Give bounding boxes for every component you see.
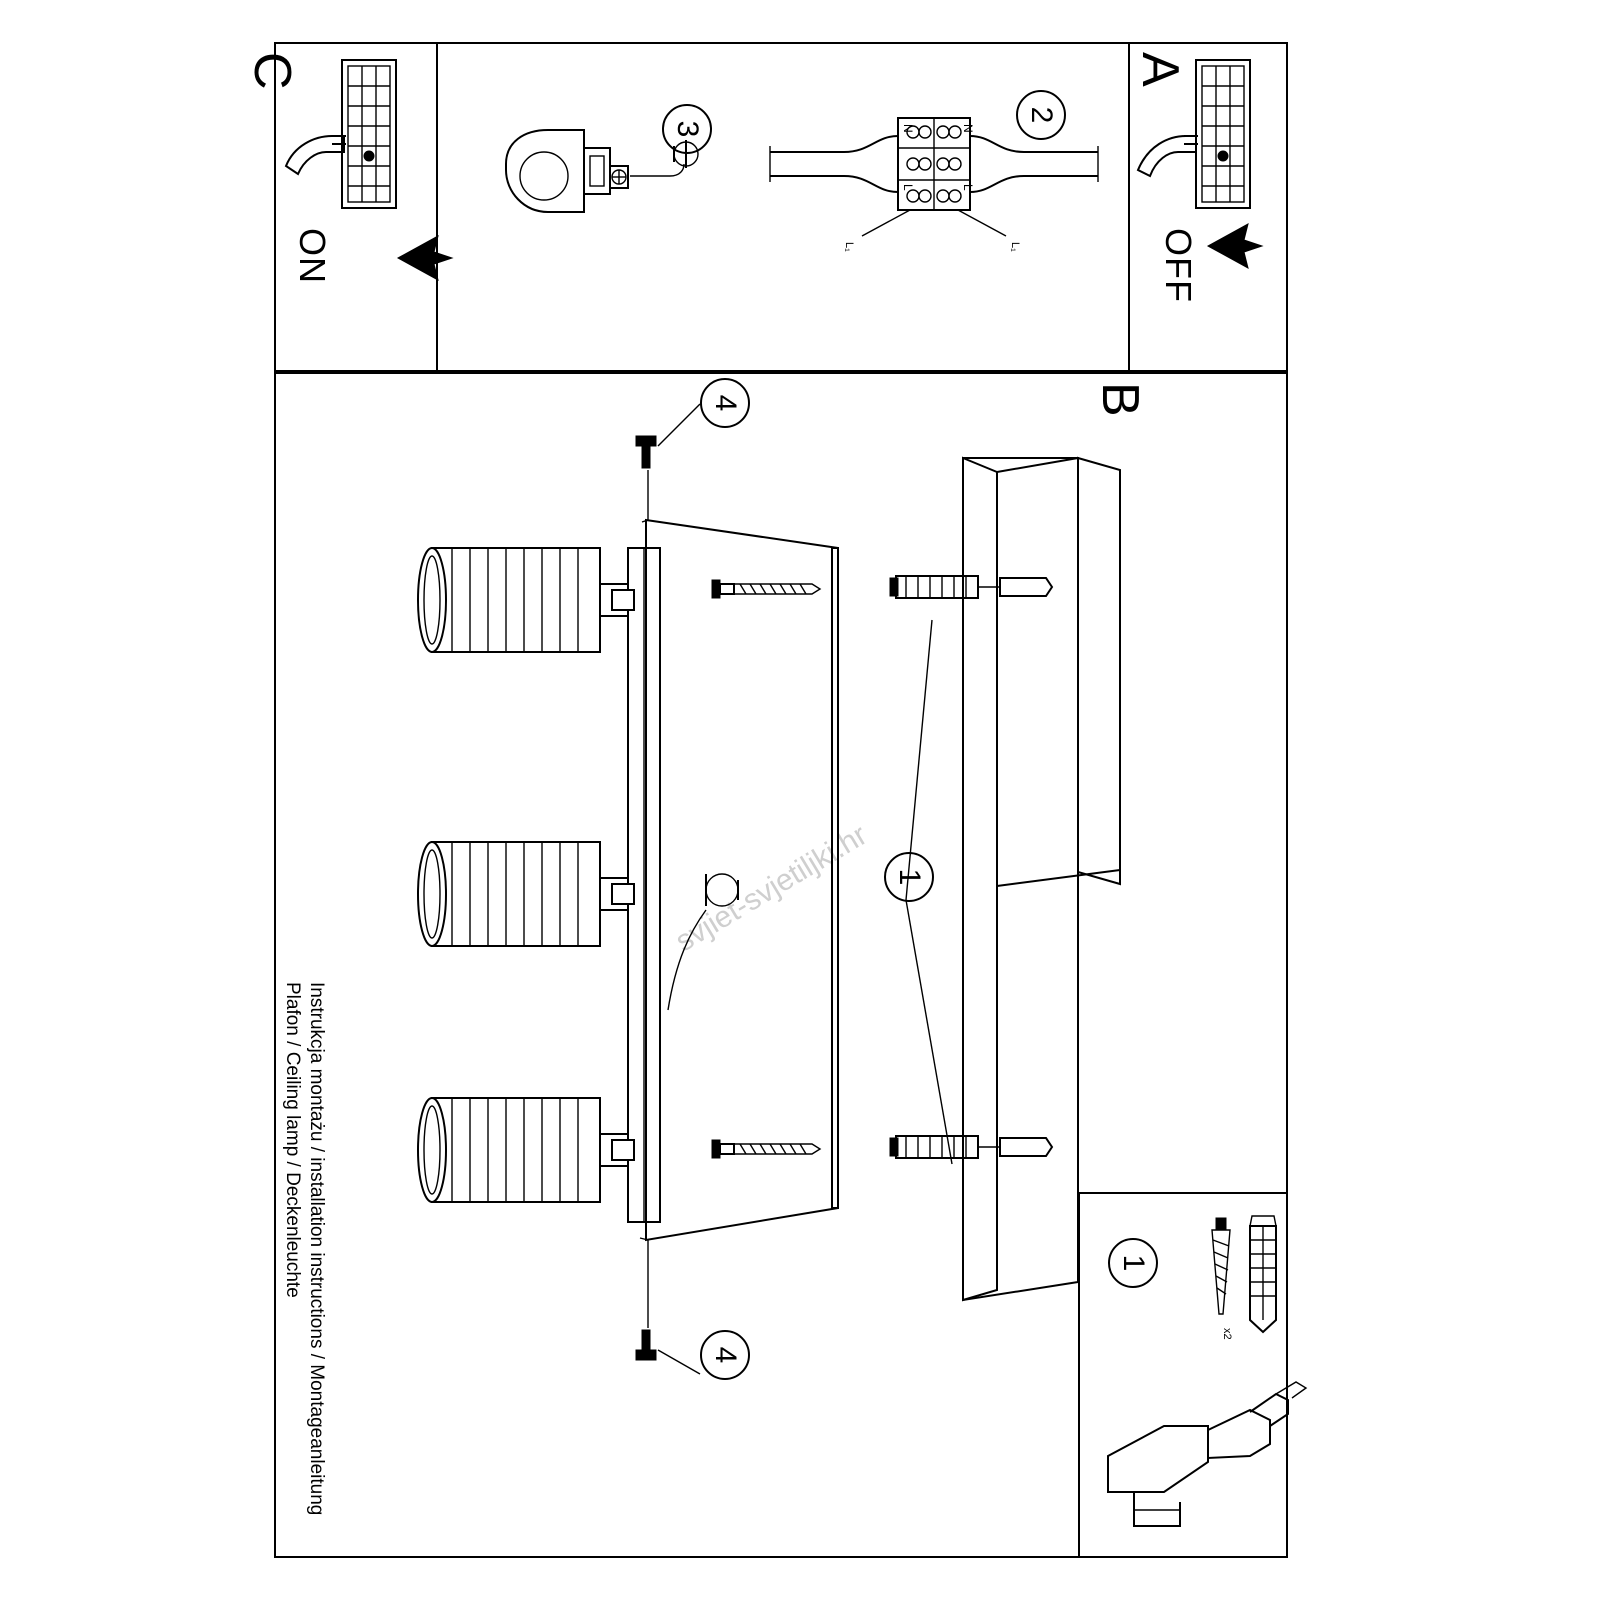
svg-text:L: L (901, 184, 915, 191)
step-4-badge-bottom: 4 (700, 1330, 750, 1380)
svg-text:N: N (901, 124, 915, 133)
svg-text:L: L (961, 184, 975, 191)
svg-text:x2: x2 (1221, 1328, 1233, 1340)
panel-b-letter: B (1091, 382, 1149, 417)
parts-panel-badge: 1 (1108, 1238, 1158, 1288)
step-2-badge: 2 (1016, 90, 1066, 140)
sheet-title-line-2: Plafon / Ceiling lamp / Deckenleuchte (282, 982, 303, 1298)
watermark: svjiet-svjetiljki.hr (670, 818, 873, 959)
svg-text:N: N (961, 124, 975, 133)
step-4-badge-top: 4 (700, 378, 750, 428)
svg-text:L₁: L₁ (843, 242, 855, 252)
svg-text:L₁: L₁ (1009, 242, 1021, 252)
panel-a-power-label: OFF (1158, 228, 1199, 303)
panel-a-letter: A (1131, 52, 1189, 87)
panel-c-letter: C (243, 52, 301, 90)
step-1-badge: 1 (884, 852, 934, 902)
panel-c-power-label: ON (292, 228, 333, 284)
step-3-badge: 3 (662, 104, 712, 154)
sheet-title-line-1: Instrukcja montażu / installation instructions / Montageanleitung (306, 982, 327, 1516)
